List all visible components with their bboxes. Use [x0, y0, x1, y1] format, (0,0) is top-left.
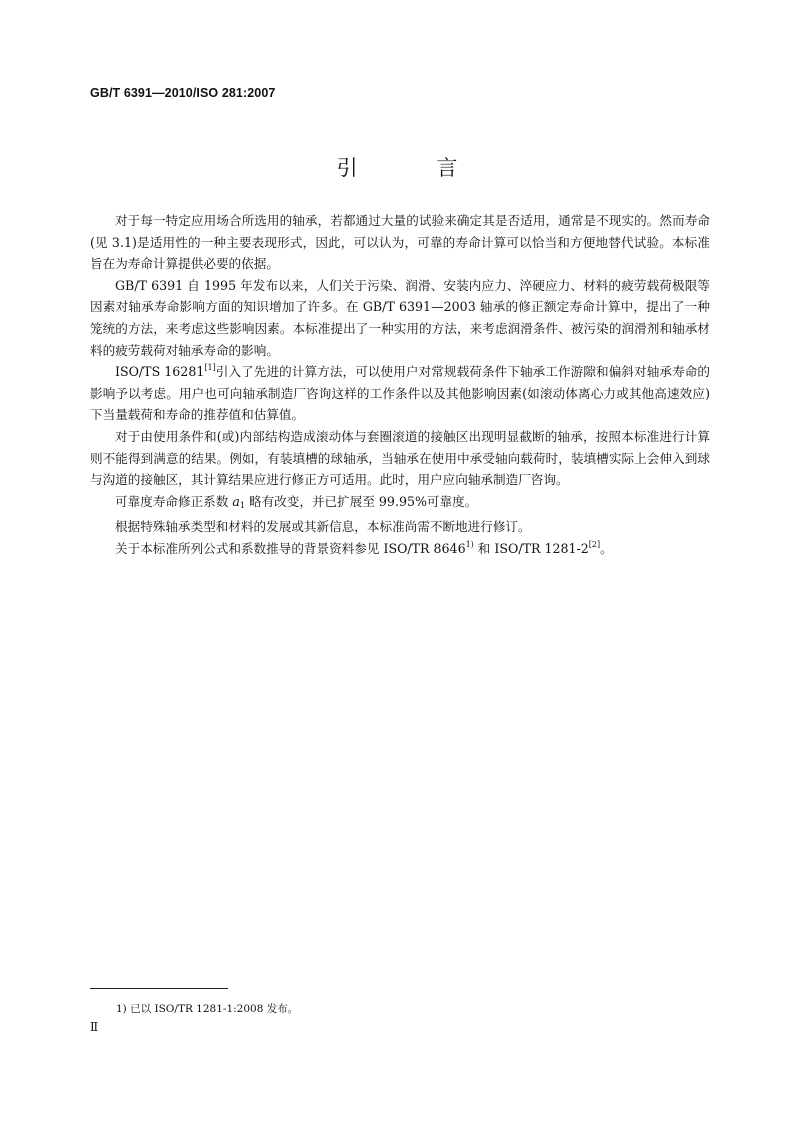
- footnote-divider: [90, 988, 228, 989]
- paragraph-5: 可靠度寿命修正系数 $a_1$ 略有改变，并已扩展至 99.95%可靠度。: [115, 493, 478, 510]
- paragraph-4: 对于由使用条件和(或)内部结构造成滚动体与套圈滚道的接触区出现明显截断的轴承，按照本标准进行计算则不能得到满意的结果。例如，有装填槽的球轴承，当轴承在使用中承受轴向载荷时，装填槽实际上会伸入到球与沟道的接触区，其计算结果应进行修正方可适用。此时，用户应向轴承制造厂咨询。: [90, 428, 710, 488]
- introduction-body: [90, 210, 710, 560]
- page-number: Ⅱ: [90, 1020, 99, 1034]
- paragraph-3: ISO/TS 16281[1]引入了先进的计算方法，可以使用户对常规载荷条件下轴承工作游隙和偏斜对轴承寿命的影响予以考虑。用户也可向轴承制造厂咨询这样的工作条件以及其他影响因素(如滚动体离心力或其他高速效应)下当量载荷和寿命的推荐值和估算值。: [90, 363, 711, 423]
- paragraph-2: GB/T 6391 自 1995 年发布以来，人们关于污染、润滑、安装内应力、淬硬应力、材料的疲劳载荷极限等因素对轴承寿命影响方面的知识增加了许多。在 GB/T 6391—2003 轴承的修正额定寿命计算中，提出了一种笼统的方法，来考虑这些影响因素。本标准提出了一种实用的方法，来考虑润滑条件、被污染的润滑剂和轴承材料的疲劳载荷对轴承寿命的影响。: [90, 277, 710, 358]
- footnote-marker: 1): [465, 539, 474, 549]
- page-title: 引 言: [336, 156, 494, 180]
- paragraph-7: 关于本标准所列公式和系数推导的背景资料参见 ISO/TR 8646$^{1)}$ 和 ISO/TR 1281-2[2]。: [115, 539, 613, 556]
- footnote: 1) 已以 ISO/TR 1281-1:2008 发布。: [116, 1003, 299, 1015]
- reference-1: [1]: [204, 363, 216, 373]
- factor-symbol: a: [232, 493, 240, 509]
- reference-2: [2]: [588, 539, 601, 549]
- standard-code: GB/T 6391—2010/ISO 281:2007: [90, 86, 276, 100]
- paragraph-1: 对于每一特定应用场合所选用的轴承，若都通过大量的试验来确定其是否适用，通常是不现实的。然而寿命(见 3.1)是适用性的一种主要表现形式，因此，可以认为，可靠的寿命计算可以恰当和方便地替代试验。本标准旨在为寿命计算提供必要的依据。: [90, 213, 710, 272]
- paragraph-6: 根据特殊轴承类型和材料的发展或其新信息，本标准尚需不断地进行修订。: [115, 519, 531, 535]
